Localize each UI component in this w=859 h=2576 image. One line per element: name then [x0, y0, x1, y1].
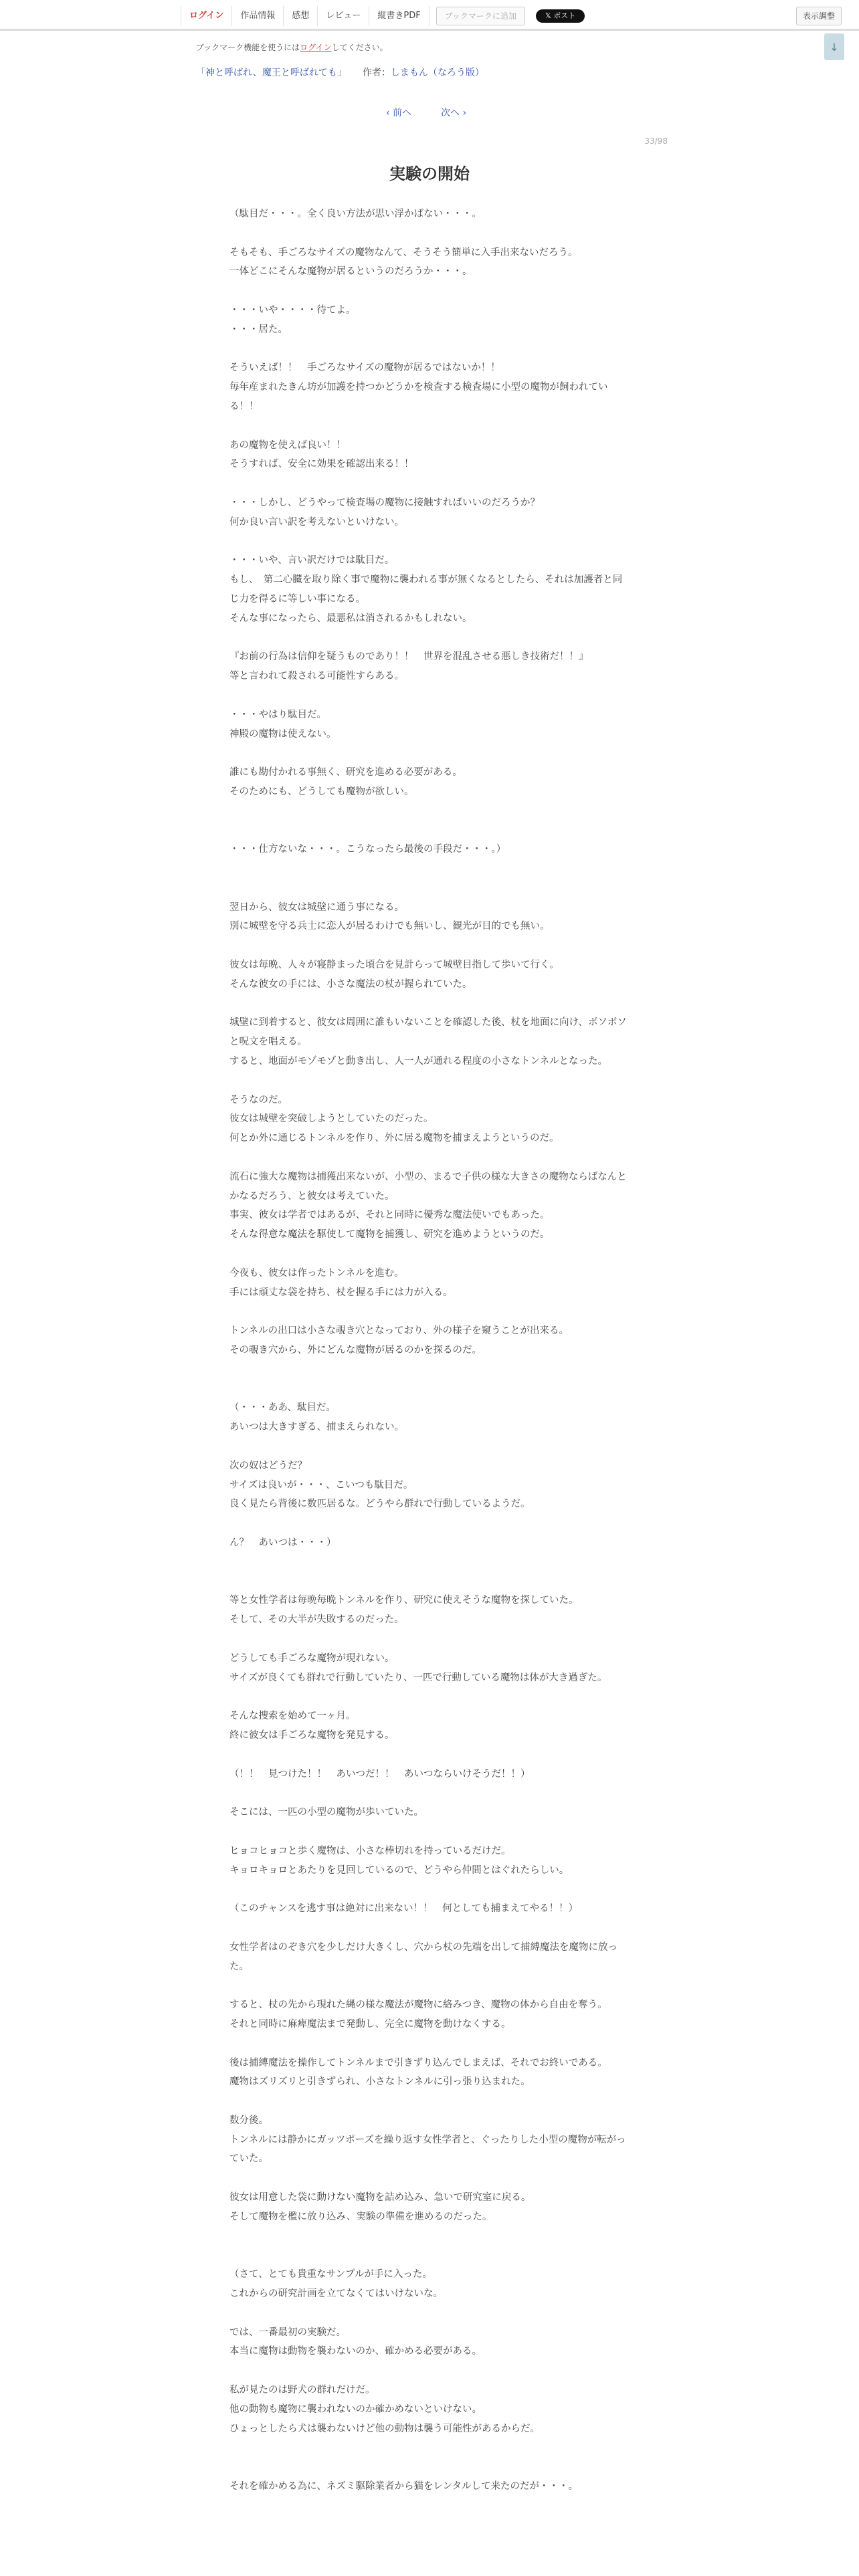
nav-impressions[interactable]: 感想 — [284, 6, 318, 26]
chapter-body: （駄目だ・・・。全く良い方法が思い浮かばない・・・。 そもそも、手ごろなサイズの魔物なんて、そうそう簡単に入手出来ないだろう。 一体どこにそんな魔物が居るというのだろうか・・・。 ・・・いや・・・・待てよ。 ・・・居た。 そういえば！！ 手ごろなサイズの魔物が居るではないか！！ 毎年産まれたきん坊が加護を持つかどうかを検査する検査場に小型の魔物が飼われている！！ あの魔物を使えば良い！！ そうすれば、安全に効果を確認出来る！！ ・・・しかし、どうやって検査場の魔物に接触すればいいのだろうか？ 何か良い言い訳を考えないといけない。 ・・・いや、言い訳だけでは駄目だ。 もし、 第二心臓を取り除く事で魔物に襲われる事が無くなるとしたら、それは加護者と同じ力を得るに等しい事になる。 そんな事になったら、最悪私は消されるかもしれない。 『お前の行為は信仰を疑うものであり！！ 世界を混乱させる悪しき技術だ！！』 等と言われて殺される可能性すらある。 ・・・やはり駄目だ。 神殿の魔物は使えない。 誰にも勘付かれる事無く、研究を進める必要がある。 そのためにも、どうしても魔物が欲しい。 ・・・仕方ないな・・・。こうなったら最後の手段だ・・・。） 翌日から、彼女は城壁に通う事になる。 別に城壁を守る兵士に恋人が居るわけでも無いし、観光が目的でも無い。 彼女は毎晩、人々が寝静まった頃合を見計らって城壁目指して歩いて行く。 そんな彼女の手には、小さな魔法の杖が握られていた。 城壁に到着すると、彼女は周囲に誰もいないことを確認した後、杖を地面に向け、ボソボソと呪文を唱える。 すると、地面がモゾモゾと動き出し、人一人が通れる程度の小さなトンネルとなった。 そうなのだ。 彼女は城壁を突破しようとしていたのだった。 何とか外に通じるトンネルを作り、外に居る魔物を捕まえようというのだ。 流石に強大な魔物は捕獲出来ないが、小型の、まるで子供の様な大きさの魔物ならばなんとかなるだろう、と彼女は考えていた。 事実、彼女は学者ではあるが、それと同時に優秀な魔法使いでもあった。 そんな得意な魔法を駆使して魔物を捕獲し、研究を進めようというのだ。 今夜も、彼女は作ったトンネルを進む。 手には頑丈な袋を持ち、杖を握る手には力が入る。 トンネルの出口は小さな覗き穴となっており、外の様子を窺うことが出来る。 その覗き穴から、外にどんな魔物が居るのかを探るのだ。 （・・・ああ、駄目だ。 あいつは大きすぎる、捕まえられない。 次の奴はどうだ？ サイズは良いが・・・、こいつも駄目だ。 良く見たら背後に数匹居るな。どうやら群れで行動しているようだ。 ん？ あいつは・・・） 等と女性学者は毎晩毎晩トンネルを作り、研究に使えそうな魔物を探していた。 そして、その大半が失敗するのだった。 どうしても手ごろな魔物が現れない。 サイズが良くても群れで行動していたり、一匹で行動している魔物は体が大き過ぎた。 そんな捜索を始めて一ヶ月。 終に彼女は手ごろな魔物を発見する。 （！！ 見つけた！！ あいつだ！！ あいつならいけそうだ！！） そこには、一匹の小型の魔物が歩いていた。 ヒョコヒョコと歩く魔物は、小さな棒切れを持っているだけだ。 キョロキョロとあたりを見回しているので、どうやら仲間とはぐれたらしい。 （このチャンスを逃す事は絶対に出来ない！！ 何としても捕まえてやる！！） 女性学者はのぞき穴を少しだけ大きくし、穴から杖の先端を出して捕縛魔法を魔物に放った。 すると、杖の先から現れた縄の様な魔法が魔物に絡みつき、魔物の体から自由を奪う。 それと同時に麻痺魔法まで発動し、完全に魔物を動けなくする。 後は捕縛魔法を操作してトンネルまで引きずり込んでしまえば、それでお終いである。 魔物はズリズリと引きずられ、小さなトンネルに引っ張り込まれた。 数分後。 トンネルには静かにガッツポーズを繰り返す女性学者と、ぐったりした小型の魔物が転がっていた。 彼女は用意した袋に動けない魔物を詰め込み、急いで研究室に戻る。 そして魔物を檻に放り込み、実験の準備を進めるのだった。 （さて、とても貴重なサンプルが手に入った。 これからの研究計画を立てなくてはいけないな。 では、一番最初の実験だ。 本当に魔物は動物を襲わないのか、確かめる必要がある。 私が見たのは野犬の群れだけだ。 他の動物も魔物に襲われないのか確かめないといけない。 ひょっとしたら犬は襲わないけど他の動物は襲う可能性があるからだ。 それを確かめる為に、ネズミ駆除業者から猫をレンタルして来たのだが・・・。 — [229, 209, 627, 2492]
author-label: 作者： — [362, 68, 391, 78]
chapter-title: 実験の開始 — [389, 165, 470, 183]
notice-prefix: ブックマーク機能を使うには — [196, 43, 300, 52]
scroll-down-button[interactable] — [824, 33, 844, 60]
nav-reviews[interactable]: レビュー — [318, 6, 369, 26]
prev-chapter-link[interactable]: ‹ 前へ — [386, 108, 412, 118]
nav-work-info[interactable]: 作品情報 — [232, 6, 284, 26]
x-post-button[interactable]: 𝕏 ポスト — [536, 9, 585, 23]
chapter-number: 33/98 — [644, 136, 668, 146]
nav-vertical-pdf[interactable]: 縦書きPDF — [369, 6, 429, 26]
chapter-pager — [386, 106, 466, 119]
nav-login[interactable]: ログイン — [181, 6, 232, 26]
add-bookmark-button[interactable]: ブックマークに追加 — [436, 7, 525, 25]
author-link[interactable]: しまもん（なろう版） — [390, 68, 484, 78]
notice-suffix: してください。 — [331, 43, 388, 52]
display-settings-button[interactable]: 表示調整 — [796, 7, 842, 25]
notice-login-link[interactable]: ログイン — [300, 43, 332, 52]
work-title-link[interactable]: 「神と呼ばれ、魔王と呼ばれても」 — [196, 68, 347, 78]
header-nav — [181, 6, 585, 26]
login-notice — [196, 41, 388, 53]
arrow-down-icon: ↓ — [830, 40, 839, 53]
work-info — [196, 66, 484, 79]
site-header — [0, 0, 859, 31]
next-chapter-link[interactable]: 次へ › — [441, 108, 467, 118]
